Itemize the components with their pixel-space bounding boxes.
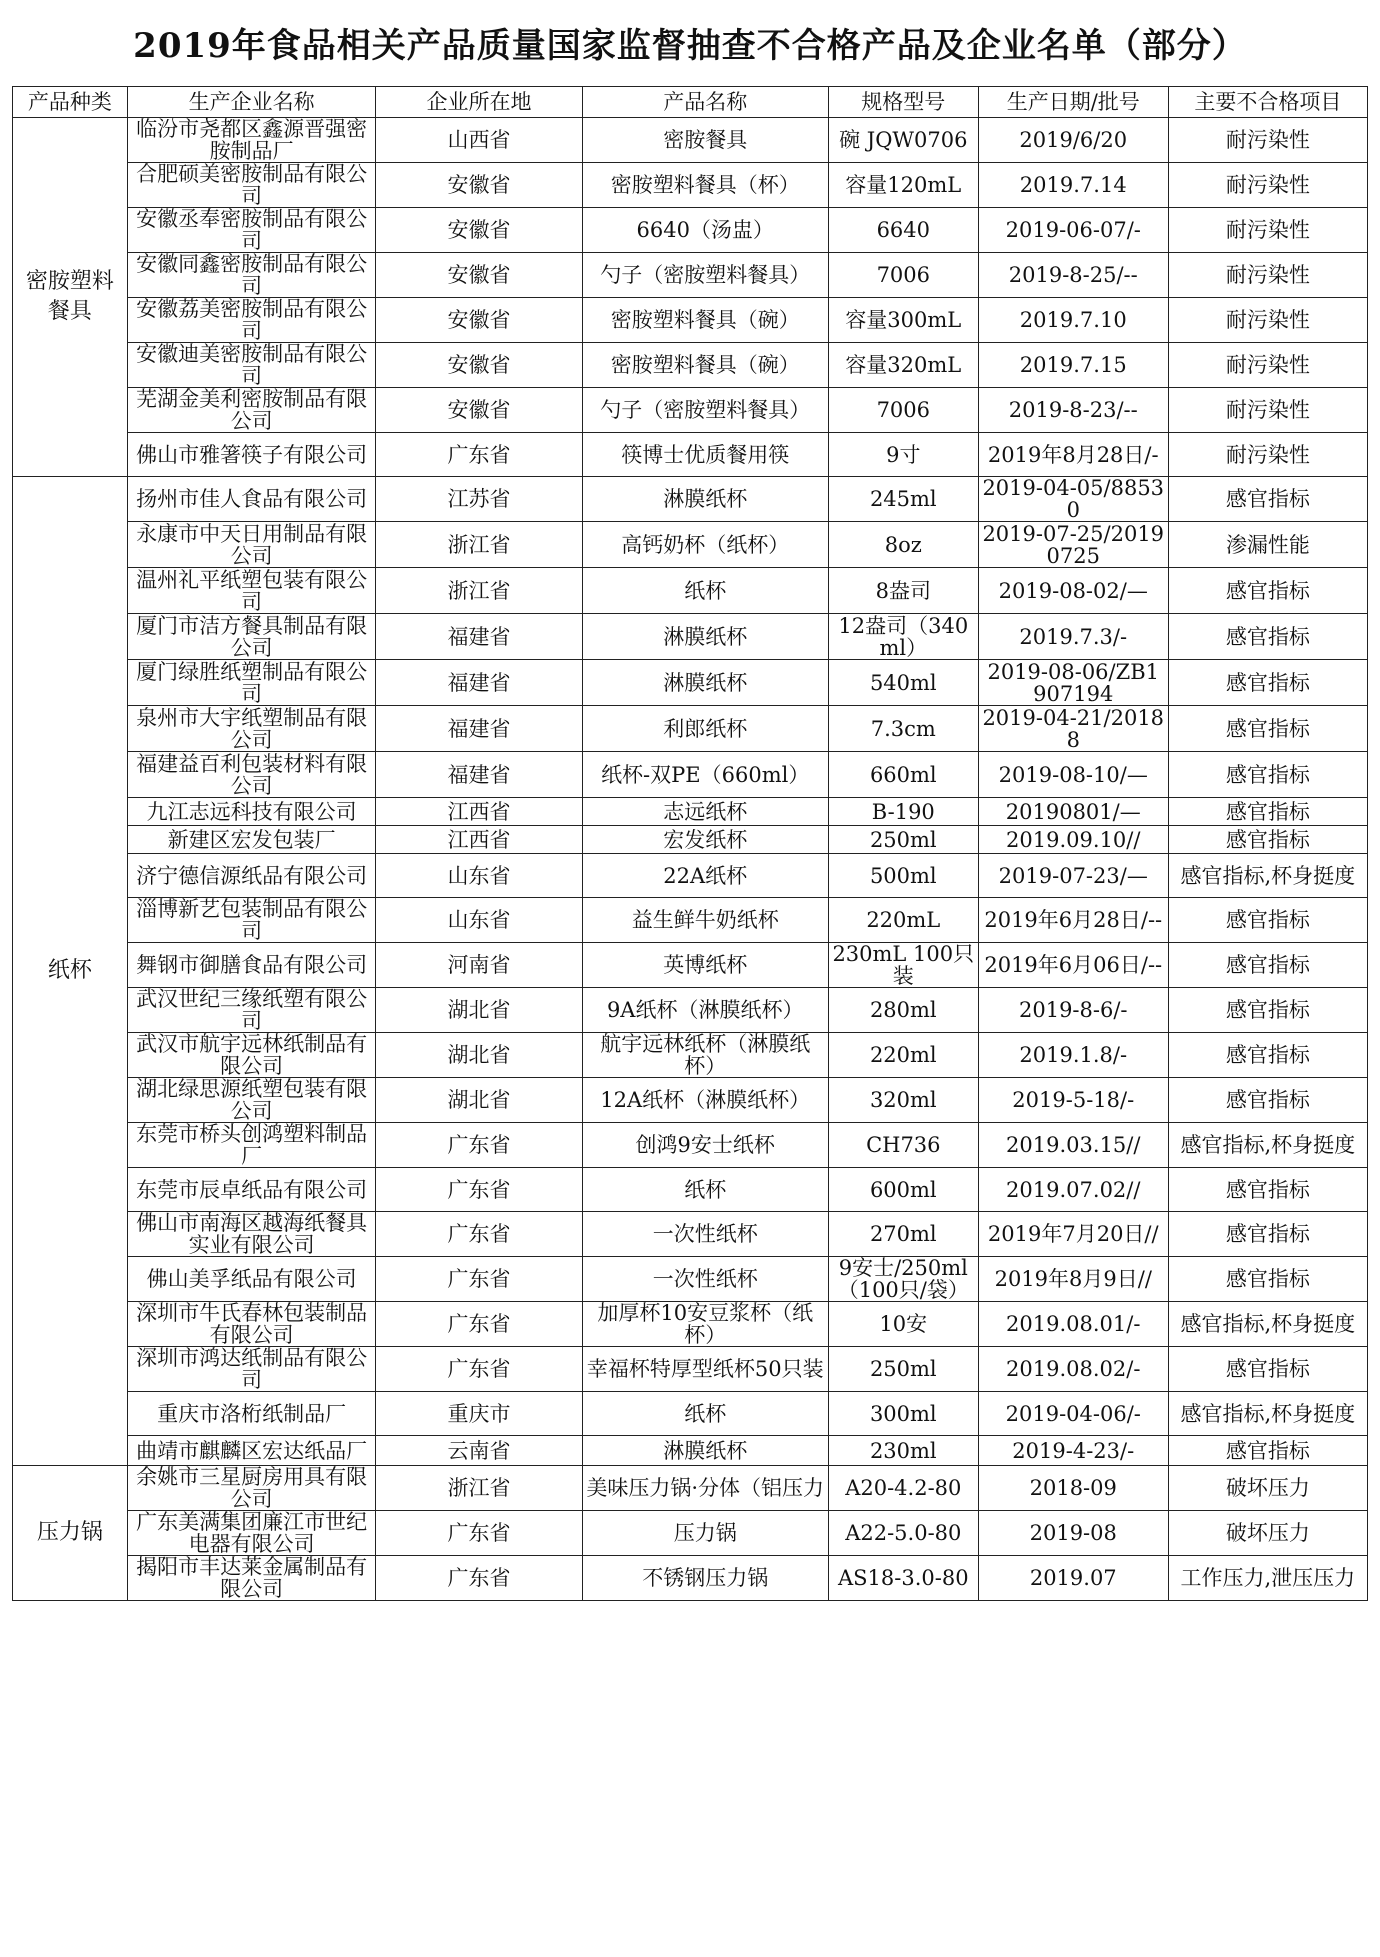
spec-cell: 容量320mL xyxy=(828,343,978,388)
spec-cell: 容量120mL xyxy=(828,163,978,208)
spec-cell: 230ml xyxy=(828,1436,978,1466)
defect-cell: 工作压力,泄压压力 xyxy=(1168,1556,1367,1601)
defect-cell: 感官指标 xyxy=(1168,1033,1367,1078)
location-cell: 广东省 xyxy=(376,433,582,477)
table-row xyxy=(13,208,1368,253)
spec-cell: 270ml xyxy=(828,1212,978,1257)
product-cell: 淋膜纸杯 xyxy=(582,1436,828,1466)
date-cell: 2019-04-21/20188 xyxy=(978,706,1168,752)
spec-cell: 7006 xyxy=(828,253,978,298)
location-cell: 广东省 xyxy=(376,1257,582,1302)
defect-cell: 感官指标 xyxy=(1168,943,1367,988)
product-cell: 不锈钢压力锅 xyxy=(582,1556,828,1601)
date-cell: 2019年6月28日/-- xyxy=(978,898,1168,943)
table-row xyxy=(13,1257,1368,1302)
table-body xyxy=(13,118,1368,1601)
date-cell: 2019.07.02// xyxy=(978,1168,1168,1212)
product-cell: 创鸿9安士纸杯 xyxy=(582,1123,828,1168)
spec-cell: 320ml xyxy=(828,1078,978,1123)
location-cell: 山西省 xyxy=(376,118,582,163)
product-cell: 一次性纸杯 xyxy=(582,1212,828,1257)
company-cell: 新建区宏发包装厂 xyxy=(127,826,375,854)
date-cell: 2019.08.02/- xyxy=(978,1347,1168,1392)
defect-cell: 感官指标 xyxy=(1168,477,1367,522)
defect-cell: 感官指标 xyxy=(1168,706,1367,752)
company-cell: 九江志远科技有限公司 xyxy=(127,798,375,826)
category-cell: 纸杯 xyxy=(13,477,128,1466)
date-cell: 2019-5-18/- xyxy=(978,1078,1168,1123)
company-cell: 济宁德信源纸品有限公司 xyxy=(127,854,375,898)
defect-cell: 感官指标 xyxy=(1168,660,1367,706)
spec-cell: 10安 xyxy=(828,1302,978,1347)
defect-cell: 感官指标 xyxy=(1168,826,1367,854)
product-cell: 宏发纸杯 xyxy=(582,826,828,854)
table-row xyxy=(13,798,1368,826)
spec-cell: A22-5.0-80 xyxy=(828,1511,978,1556)
table-row xyxy=(13,433,1368,477)
header-product: 产品名称 xyxy=(582,87,828,118)
defect-cell: 耐污染性 xyxy=(1168,118,1367,163)
product-cell: 筷博士优质餐用筷 xyxy=(582,433,828,477)
spec-cell: 7006 xyxy=(828,388,978,433)
date-cell: 2019.03.15// xyxy=(978,1123,1168,1168)
spec-cell: 6640 xyxy=(828,208,978,253)
product-cell: 纸杯-双PE（660ml） xyxy=(582,752,828,798)
date-cell: 2019-06-07/- xyxy=(978,208,1168,253)
company-cell: 安徽迪美密胺制品有限公司 xyxy=(127,343,375,388)
defect-cell: 感官指标 xyxy=(1168,752,1367,798)
company-cell: 厦门市洁方餐具制品有限公司 xyxy=(127,614,375,660)
company-cell: 福建益百利包装材料有限公司 xyxy=(127,752,375,798)
location-cell: 安徽省 xyxy=(376,298,582,343)
location-cell: 广东省 xyxy=(376,1511,582,1556)
spec-cell: 220ml xyxy=(828,1033,978,1078)
defect-cell: 感官指标 xyxy=(1168,1168,1367,1212)
date-cell: 2019年7月20日// xyxy=(978,1212,1168,1257)
company-cell: 揭阳市丰达莱金属制品有限公司 xyxy=(127,1556,375,1601)
category-cell: 密胺塑料 餐具 xyxy=(13,118,128,477)
product-cell: 一次性纸杯 xyxy=(582,1257,828,1302)
product-cell: 纸杯 xyxy=(582,1168,828,1212)
table-row xyxy=(13,163,1368,208)
company-cell: 厦门绿胜纸塑制品有限公司 xyxy=(127,660,375,706)
date-cell: 2019.07 xyxy=(978,1556,1168,1601)
company-cell: 临汾市尧都区鑫源晋强密胺制品厂 xyxy=(127,118,375,163)
table-row xyxy=(13,988,1368,1033)
table-row xyxy=(13,854,1368,898)
product-cell: 6640（汤盅） xyxy=(582,208,828,253)
company-cell: 湖北绿思源纸塑包装有限公司 xyxy=(127,1078,375,1123)
spec-cell: 7.3cm xyxy=(828,706,978,752)
defect-cell: 耐污染性 xyxy=(1168,298,1367,343)
product-cell: 密胺餐具 xyxy=(582,118,828,163)
product-cell: 淋膜纸杯 xyxy=(582,660,828,706)
company-cell: 广东美满集团廉江市世纪电器有限公司 xyxy=(127,1511,375,1556)
product-cell: 幸福杯特厚型纸杯50只装 xyxy=(582,1347,828,1392)
location-cell: 广东省 xyxy=(376,1123,582,1168)
table-row xyxy=(13,118,1368,163)
table-row xyxy=(13,752,1368,798)
company-cell: 温州礼平纸塑包装有限公司 xyxy=(127,568,375,614)
date-cell: 2018-09 xyxy=(978,1466,1168,1511)
defect-cell: 感官指标 xyxy=(1168,1212,1367,1257)
document-title: 2019年食品相关产品质量国家监督抽查不合格产品及企业名单（部分） xyxy=(133,26,1247,66)
location-cell: 山东省 xyxy=(376,898,582,943)
spec-cell: 8盎司 xyxy=(828,568,978,614)
table-row xyxy=(13,1078,1368,1123)
location-cell: 福建省 xyxy=(376,752,582,798)
location-cell: 云南省 xyxy=(376,1436,582,1466)
defect-cell: 耐污染性 xyxy=(1168,433,1367,477)
table-row xyxy=(13,1168,1368,1212)
date-cell: 2019-07-25/20190725 xyxy=(978,522,1168,568)
date-cell: 2019-07-23/— xyxy=(978,854,1168,898)
header-date: 生产日期/批号 xyxy=(978,87,1168,118)
defect-cell: 耐污染性 xyxy=(1168,208,1367,253)
spec-cell: 300ml xyxy=(828,1392,978,1436)
defect-cell: 耐污染性 xyxy=(1168,253,1367,298)
spec-cell: A20-4.2-80 xyxy=(828,1466,978,1511)
location-cell: 广东省 xyxy=(376,1556,582,1601)
location-cell: 安徽省 xyxy=(376,208,582,253)
location-cell: 浙江省 xyxy=(376,1466,582,1511)
product-cell: 淋膜纸杯 xyxy=(582,477,828,522)
header-location: 企业所在地 xyxy=(376,87,582,118)
table-row xyxy=(13,568,1368,614)
location-cell: 山东省 xyxy=(376,854,582,898)
defect-cell: 感官指标 xyxy=(1168,614,1367,660)
table-row xyxy=(13,1556,1368,1601)
company-cell: 舞钢市御膳食品有限公司 xyxy=(127,943,375,988)
defect-cell: 渗漏性能 xyxy=(1168,522,1367,568)
product-cell: 密胺塑料餐具（碗） xyxy=(582,298,828,343)
date-cell: 2019.7.3/- xyxy=(978,614,1168,660)
product-cell: 12A纸杯（淋膜纸杯） xyxy=(582,1078,828,1123)
table-row xyxy=(13,898,1368,943)
product-cell: 纸杯 xyxy=(582,568,828,614)
spec-cell: 540ml xyxy=(828,660,978,706)
table-row xyxy=(13,706,1368,752)
defect-cell: 感官指标 xyxy=(1168,798,1367,826)
defect-cell: 耐污染性 xyxy=(1168,388,1367,433)
spec-cell: 230mL 100只装 xyxy=(828,943,978,988)
company-cell: 淄博新艺包装制品有限公司 xyxy=(127,898,375,943)
location-cell: 广东省 xyxy=(376,1212,582,1257)
header-defect: 主要不合格项目 xyxy=(1168,87,1367,118)
spec-cell: 280ml xyxy=(828,988,978,1033)
product-cell: 压力锅 xyxy=(582,1511,828,1556)
defect-cell: 破坏压力 xyxy=(1168,1466,1367,1511)
date-cell: 2019.7.14 xyxy=(978,163,1168,208)
table-row xyxy=(13,826,1368,854)
table-row xyxy=(13,1347,1368,1392)
product-cell: 美味压力锅·分体（铝压力 xyxy=(582,1466,828,1511)
location-cell: 江西省 xyxy=(376,826,582,854)
location-cell: 浙江省 xyxy=(376,522,582,568)
defect-cell: 感官指标 xyxy=(1168,1257,1367,1302)
spec-cell: 220mL xyxy=(828,898,978,943)
table-row xyxy=(13,1511,1368,1556)
product-cell: 22A纸杯 xyxy=(582,854,828,898)
company-cell: 安徽荔美密胺制品有限公司 xyxy=(127,298,375,343)
table-row xyxy=(13,1466,1368,1511)
product-cell: 勺子（密胺塑料餐具） xyxy=(582,253,828,298)
spec-cell: B-190 xyxy=(828,798,978,826)
table-row xyxy=(13,1123,1368,1168)
location-cell: 江西省 xyxy=(376,798,582,826)
location-cell: 广东省 xyxy=(376,1302,582,1347)
date-cell: 2019.08.01/- xyxy=(978,1302,1168,1347)
company-cell: 东莞市桥头创鸿塑料制品厂 xyxy=(127,1123,375,1168)
date-cell: 2019.7.10 xyxy=(978,298,1168,343)
location-cell: 福建省 xyxy=(376,706,582,752)
company-cell: 武汉市航宇远林纸制品有限公司 xyxy=(127,1033,375,1078)
company-cell: 永康市中天日用制品有限公司 xyxy=(127,522,375,568)
location-cell: 重庆市 xyxy=(376,1392,582,1436)
defect-cell: 耐污染性 xyxy=(1168,163,1367,208)
company-cell: 深圳市鸿达纸制品有限公司 xyxy=(127,1347,375,1392)
location-cell: 河南省 xyxy=(376,943,582,988)
table-row xyxy=(13,343,1368,388)
table-row xyxy=(13,1436,1368,1466)
spec-cell: 8oz xyxy=(828,522,978,568)
spec-cell: 9安士/250ml（100只/袋） xyxy=(828,1257,978,1302)
table-row xyxy=(13,253,1368,298)
defect-cell: 感官指标 xyxy=(1168,898,1367,943)
company-cell: 深圳市牛氏春林包装制品有限公司 xyxy=(127,1302,375,1347)
location-cell: 浙江省 xyxy=(376,568,582,614)
company-cell: 余姚市三星厨房用具有限公司 xyxy=(127,1466,375,1511)
date-cell: 2019-8-25/-- xyxy=(978,253,1168,298)
product-cell: 加厚杯10安豆浆杯（纸杯） xyxy=(582,1302,828,1347)
spec-cell: CH736 xyxy=(828,1123,978,1168)
location-cell: 湖北省 xyxy=(376,1078,582,1123)
spec-cell: 容量300mL xyxy=(828,298,978,343)
location-cell: 广东省 xyxy=(376,1347,582,1392)
table-row xyxy=(13,1033,1368,1078)
date-cell: 2019-8-23/-- xyxy=(978,388,1168,433)
category-cell: 压力锅 xyxy=(13,1466,128,1601)
date-cell: 2019.09.10// xyxy=(978,826,1168,854)
spec-cell: AS18-3.0-80 xyxy=(828,1556,978,1601)
product-cell: 高钙奶杯（纸杯） xyxy=(582,522,828,568)
date-cell: 2019-04-05/88530 xyxy=(978,477,1168,522)
table-row xyxy=(13,1392,1368,1436)
table-row xyxy=(13,522,1368,568)
company-cell: 合肥硕美密胺制品有限公司 xyxy=(127,163,375,208)
spec-cell: 250ml xyxy=(828,1347,978,1392)
date-cell: 2019-04-06/- xyxy=(978,1392,1168,1436)
date-cell: 2019.1.8/- xyxy=(978,1033,1168,1078)
date-cell: 2019-08-06/ZB1907194 xyxy=(978,660,1168,706)
spec-cell: 245ml xyxy=(828,477,978,522)
defect-cell: 耐污染性 xyxy=(1168,343,1367,388)
table-row xyxy=(13,614,1368,660)
company-cell: 佛山市南海区越海纸餐具实业有限公司 xyxy=(127,1212,375,1257)
product-cell: 淋膜纸杯 xyxy=(582,614,828,660)
product-cell: 密胺塑料餐具（杯） xyxy=(582,163,828,208)
company-cell: 安徽同鑫密胺制品有限公司 xyxy=(127,253,375,298)
date-cell: 2019-08-10/— xyxy=(978,752,1168,798)
defect-cell: 感官指标 xyxy=(1168,988,1367,1033)
company-cell: 扬州市佳人食品有限公司 xyxy=(127,477,375,522)
table-row xyxy=(13,388,1368,433)
defect-cell: 破坏压力 xyxy=(1168,1511,1367,1556)
company-cell: 芜湖金美利密胺制品有限公司 xyxy=(127,388,375,433)
date-cell: 2019年8月9日// xyxy=(978,1257,1168,1302)
location-cell: 福建省 xyxy=(376,614,582,660)
defect-cell: 感官指标 xyxy=(1168,568,1367,614)
location-cell: 安徽省 xyxy=(376,343,582,388)
company-cell: 武汉世纪三缘纸塑有限公司 xyxy=(127,988,375,1033)
header-spec: 规格型号 xyxy=(828,87,978,118)
product-cell: 志远纸杯 xyxy=(582,798,828,826)
company-cell: 东莞市辰卓纸品有限公司 xyxy=(127,1168,375,1212)
spec-cell: 12盎司（340ml） xyxy=(828,614,978,660)
date-cell: 20190801/— xyxy=(978,798,1168,826)
spec-cell: 500ml xyxy=(828,854,978,898)
table-row xyxy=(13,943,1368,988)
spec-cell: 660ml xyxy=(828,752,978,798)
location-cell: 安徽省 xyxy=(376,163,582,208)
date-cell: 2019.7.15 xyxy=(978,343,1168,388)
company-cell: 曲靖市麒麟区宏达纸品厂 xyxy=(127,1436,375,1466)
product-cell: 勺子（密胺塑料餐具） xyxy=(582,388,828,433)
spec-cell: 碗 JQW0706 xyxy=(828,118,978,163)
date-cell: 2019-8-6/- xyxy=(978,988,1168,1033)
location-cell: 广东省 xyxy=(376,1168,582,1212)
product-cell: 益生鲜牛奶纸杯 xyxy=(582,898,828,943)
nonconforming-products-table xyxy=(12,86,1368,1601)
product-cell: 航宇远林纸杯（淋膜纸杯） xyxy=(582,1033,828,1078)
date-cell: 2019-08-02/— xyxy=(978,568,1168,614)
defect-cell: 感官指标 xyxy=(1168,1078,1367,1123)
date-cell: 2019-08 xyxy=(978,1511,1168,1556)
location-cell: 福建省 xyxy=(376,660,582,706)
table-row xyxy=(13,660,1368,706)
location-cell: 安徽省 xyxy=(376,388,582,433)
product-cell: 纸杯 xyxy=(582,1392,828,1436)
product-cell: 9A纸杯（淋膜纸杯） xyxy=(582,988,828,1033)
product-cell: 利郎纸杯 xyxy=(582,706,828,752)
company-cell: 泉州市大宇纸塑制品有限公司 xyxy=(127,706,375,752)
spec-cell: 250ml xyxy=(828,826,978,854)
table-row xyxy=(13,298,1368,343)
header-row xyxy=(13,87,1368,118)
product-cell: 密胺塑料餐具（碗） xyxy=(582,343,828,388)
date-cell: 2019-4-23/- xyxy=(978,1436,1168,1466)
defect-cell: 感官指标,杯身挺度 xyxy=(1168,1123,1367,1168)
table-row xyxy=(13,1212,1368,1257)
location-cell: 江苏省 xyxy=(376,477,582,522)
defect-cell: 感官指标 xyxy=(1168,1436,1367,1466)
defect-cell: 感官指标,杯身挺度 xyxy=(1168,1302,1367,1347)
defect-cell: 感官指标 xyxy=(1168,1347,1367,1392)
company-cell: 佛山美孚纸品有限公司 xyxy=(127,1257,375,1302)
product-cell: 英博纸杯 xyxy=(582,943,828,988)
table-header xyxy=(13,87,1368,118)
date-cell: 2019年8月28日/- xyxy=(978,433,1168,477)
header-category: 产品种类 xyxy=(13,87,128,118)
table-row xyxy=(13,477,1368,522)
defect-cell: 感官指标,杯身挺度 xyxy=(1168,854,1367,898)
date-cell: 2019年6月06日/-- xyxy=(978,943,1168,988)
location-cell: 湖北省 xyxy=(376,988,582,1033)
location-cell: 安徽省 xyxy=(376,253,582,298)
location-cell: 湖北省 xyxy=(376,1033,582,1078)
spec-cell: 600ml xyxy=(828,1168,978,1212)
table-row xyxy=(13,1302,1368,1347)
header-company: 生产企业名称 xyxy=(127,87,375,118)
company-cell: 重庆市洛桁纸制品厂 xyxy=(127,1392,375,1436)
date-cell: 2019/6/20 xyxy=(978,118,1168,163)
company-cell: 佛山市雅箸筷子有限公司 xyxy=(127,433,375,477)
spec-cell: 9寸 xyxy=(828,433,978,477)
company-cell: 安徽丞奉密胺制品有限公司 xyxy=(127,208,375,253)
defect-cell: 感官指标,杯身挺度 xyxy=(1168,1392,1367,1436)
